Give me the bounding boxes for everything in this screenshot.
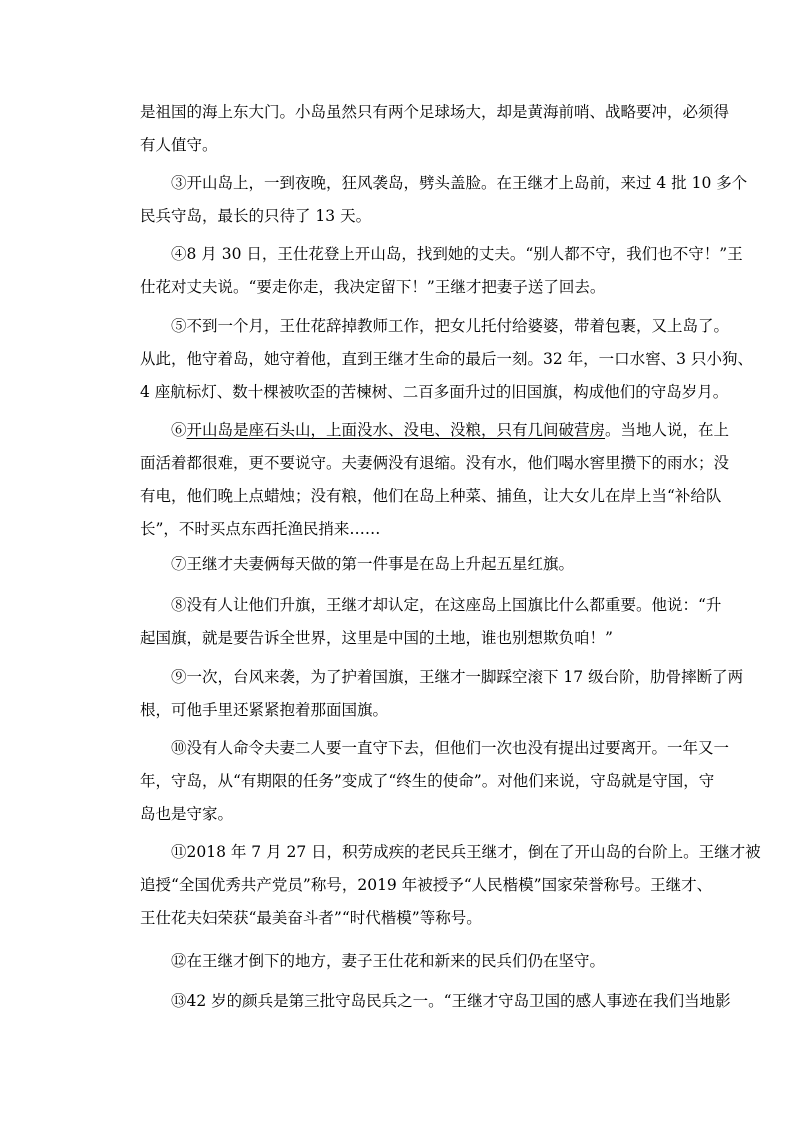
paragraph-8 bbox=[140, 589, 722, 655]
paragraph-6 bbox=[140, 414, 730, 546]
text-line: 仕花对丈夫说。“要走你走，我决定留下！”王继才把妻子送了回去。 bbox=[140, 278, 606, 296]
text-line: 长”，不时买点东西托渔民捎来…… bbox=[140, 520, 381, 538]
text-line: 岛也是守家。 bbox=[140, 805, 234, 823]
paragraph-11 bbox=[140, 836, 761, 935]
paragraph-5 bbox=[140, 310, 753, 409]
text-line: 有电，他们晚上点蜡烛；没有粮，他们在岛上种菜、捕鱼，让大女儿在岸上当“补给队 bbox=[140, 487, 722, 505]
text-line: 年，守岛，从“有期限的任务”变成了“终生的使命”。对他们来说，守岛就是守国，守 bbox=[140, 772, 715, 790]
text-line: ⑨一次，台风来袭，为了护着国旗，王继才一脚踩空滚下 17 级台阶，肋骨摔断了两 bbox=[140, 668, 744, 686]
text-line: 追授“全国优秀共产党员”称号，2019 年被授予“人民楷模”国家荣誉称号。王继才、 bbox=[140, 876, 713, 894]
text-line bbox=[140, 414, 730, 447]
text-line: ④8 月 30 日，王仕花登上开山岛，找到她的丈夫。“别人都不守，我们也不守！”王 bbox=[140, 245, 743, 263]
text-line: ⑦王继才夫妻俩每天做的第一件事是在岛上升起五星红旗。 bbox=[140, 555, 575, 573]
paragraph-10 bbox=[140, 732, 730, 831]
text-line: 从此，他守着岛，她守着他，直到王继才生命的最后一刻。32 年，一口水窖、3 只小狗、 bbox=[140, 350, 753, 368]
paragraph-12 bbox=[140, 945, 680, 978]
text-line: 根，可他手里还紧紧抱着那面国旗。 bbox=[140, 701, 389, 719]
text-line: 民兵守岛，最长的只待了 13 天。 bbox=[140, 207, 372, 225]
text-line: ⑫在王继才倒下的地方，妻子王仕花和新来的民兵们仍在坚守。 bbox=[140, 952, 606, 970]
text-line: 王仕花夫妇荣获“最美奋斗者”“时代楷模”等称号。 bbox=[140, 909, 482, 927]
text-line: ③开山岛上，一到夜晚，狂风袭岛，劈头盖脸。在王继才上岛前，来过 4 批 10 多个 bbox=[140, 174, 748, 192]
text-line: ⑪2018 年 7 月 27 日，积劳成疾的老民兵王继才，倒在了开山岛的台阶上。王继才被 bbox=[140, 843, 761, 861]
text-line: ⑩没有人命令夫妻二人要一直守下去，但他们一次也没有提出过要离开。一年又一 bbox=[140, 739, 730, 757]
paragraph-13 bbox=[140, 985, 731, 1018]
paragraph-9 bbox=[140, 661, 744, 727]
paragraph-lead: ⑥ bbox=[140, 421, 187, 439]
paragraph-7 bbox=[140, 548, 680, 581]
text-line: ⑤不到一个月，王仕花辞掉教师工作，把女儿托付给婆婆，带着包裹，又上岛了。 bbox=[140, 317, 730, 335]
sentence-rest: 。当地人说，在上 bbox=[605, 421, 730, 439]
text-line: 起国旗，就是要告诉全世界，这里是中国的土地，谁也别想欺负咱！” bbox=[140, 629, 613, 647]
text-line: 有人值守。 bbox=[140, 136, 218, 154]
text-line: ⑧没有人让他们升旗，王继才却认定，在这座岛上国旗比什么都重要。他说：“升 bbox=[140, 596, 722, 614]
paragraph-continued bbox=[140, 96, 730, 162]
text-line: 是祖国的海上东大门。小岛虽然只有两个足球场大，却是黄海前哨、战略要冲，必须得 bbox=[140, 103, 730, 121]
text-line: 面活着都很难，更不要说守。夫妻俩没有退缩。没有水，他们喝水窖里攒下的雨水；没 bbox=[140, 454, 730, 472]
paragraph-3 bbox=[140, 167, 748, 233]
underlined-sentence: 开山岛是座石头山，上面没水、没电、没粮，只有几间破营房 bbox=[186, 421, 606, 439]
text-line: ⑬42 岁的颜兵是第三批守岛民兵之一。“王继才守岛卫国的感人事迹在我们当地影 bbox=[140, 992, 731, 1010]
text-line: 4 座航标灯、数十棵被吹歪的苦楝树、二百多面升过的旧国旗，构成他们的守岛岁月。 bbox=[140, 383, 729, 401]
paragraph-4 bbox=[140, 238, 743, 304]
